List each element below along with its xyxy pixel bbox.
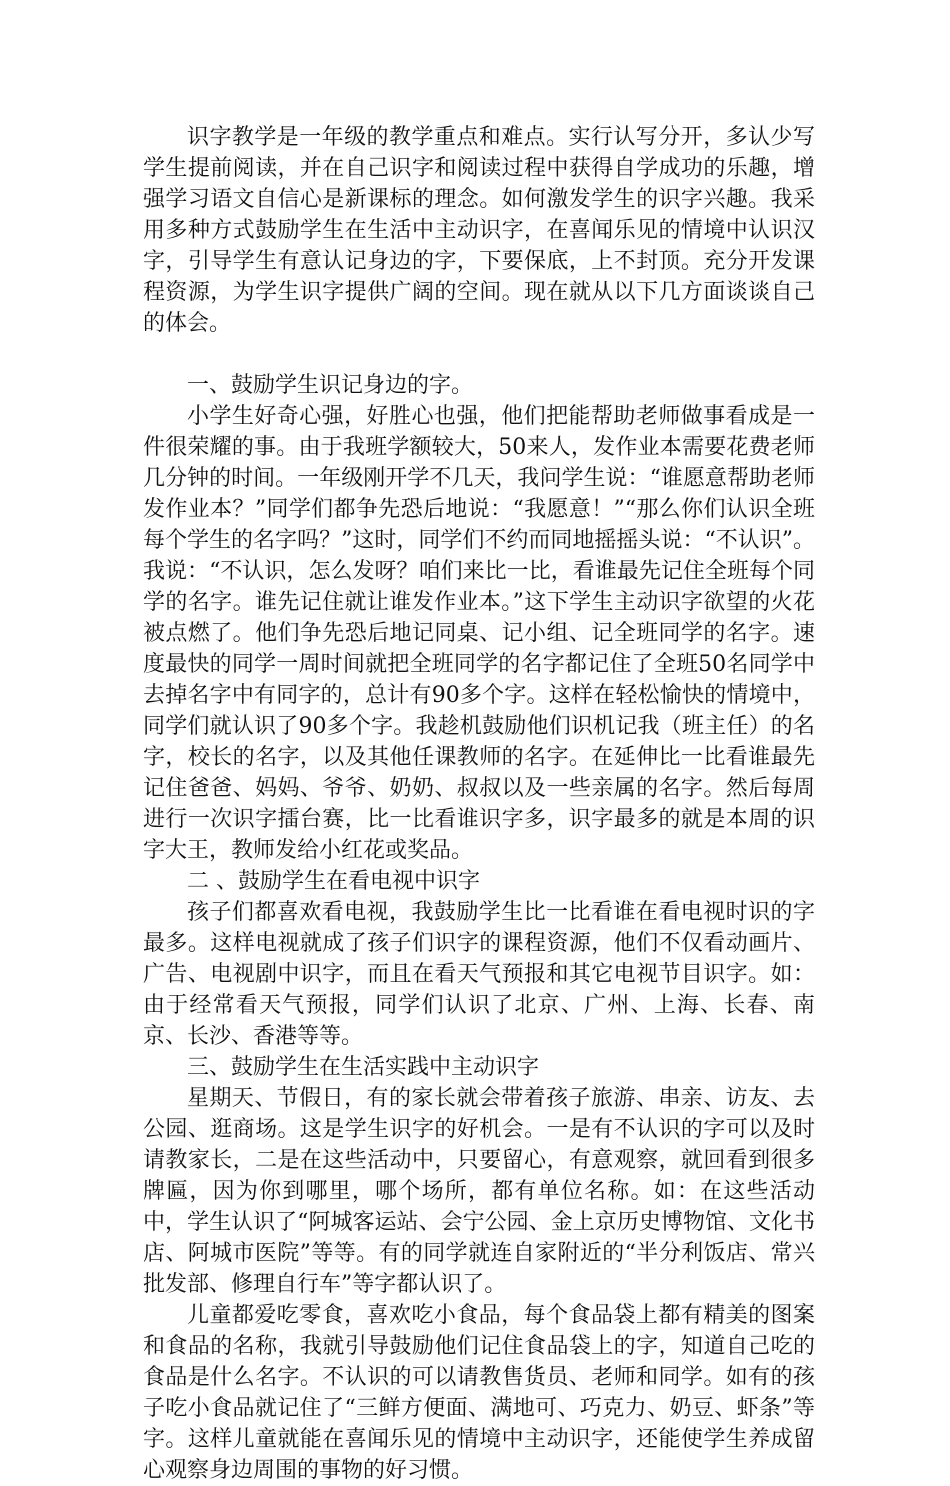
section-3-paragraph-2: 儿童都爱吃零食，喜欢吃小食品，每个食品袋上都有精美的图案和食品的名称，我就引导鼓励他们记住食品袋上的字，知道自己吃的食品是什么名字。不认识的可以请教售货员、老师和同学。如有的孩子吃小食品就记住了“三鲜方便面、满地可、巧克力、奶豆、虾条”等字。这样儿童就能在喜闻乐见的情境中主动识字，还能使学生养成留心观察身边周围的事物的好习惯。 — [143, 1303, 815, 1483]
paragraph-spacer — [143, 339, 815, 370]
document-body — [143, 122, 815, 1486]
section-1-heading: 一、鼓励学生识记身边的字。 — [187, 373, 474, 398]
section-2-heading: 二 、鼓励学生在看电视中识字 — [187, 869, 480, 894]
section-3-paragraph-1: 星期天、节假日，有的家长就会带着孩子旅游、串亲、访友、去公园、逛商场。这是学生识字的好机会。一是有不认识的字可以及时请教家长，二是在这些活动中，只要留心，有意观察，就回看到很多牌匾，因为你到哪里，哪个场所，都有单位名称。如：在这些活动中，学生认识了“阿城客运站、会宁公园、金上京历史博物馆、文化书店、阿城市医院”等等。有的同学就连自家附近的“半分利饭店、常兴批发部、修理自行车”等字都认识了。 — [143, 1086, 815, 1297]
section-3-heading: 三、鼓励学生在生活实践中主动识字 — [187, 1055, 540, 1080]
section-2-paragraph: 孩子们都喜欢看电视，我鼓励学生比一比看谁在看电视时识的字最多。这样电视就成了孩子们识字的课程资源，他们不仅看动画片、广告、电视剧中识字，而且在看天气预报和其它电视节目识字。如：由于经常看天气预报，同学们认识了北京、广州、上海、长春、南京、长沙、香港等等。 — [143, 900, 815, 1049]
section-1-paragraph: 小学生好奇心强，好胜心也强，他们把能帮助老师做事看成是一件很荣耀的事。由于我班学额较大，50来人，发作业本需要花费老师几分钟的时间。一年级刚开学不几天，我问学生说：“谁愿意帮助老师发作业本？”同学们都争先恐后地说：“我愿意！”“那么你们认识全班每个学生的名字吗？”这时，同学们不约而同地摇摇头说：“不认识”。我说：“不认识，怎么发呀？咱们来比一比，看谁最先记住全班每个同学的名字。谁先记住就让谁发作业本。”这下学生主动识字欲望的火花被点燃了。他们争先恐后地记同桌、记小组、记全班同学的名字。速度最快的同学一周时间就把全班同学的名字都记住了全班50名同学中去掉名字中有同字的，总计有90多个字。这样在轻松愉快的情境中，同学们就认识了90多个字。我趁机鼓励他们识机记我（班主任）的名字，校长的名字，以及其他任课教师的名字。在延伸比一比看谁最先记住爸爸、妈妈、爷爷、奶奶、叔叔以及一些亲属的名字。然后每周进行一次识字擂台赛，比一比看谁识字多，识字最多的就是本周的识字大王，教师发给小红花或奖品。 — [143, 404, 815, 863]
intro-paragraph: 识字教学是一年级的教学重点和难点。实行认写分开，多认少写学生提前阅读，并在自己识字和阅读过程中获得自学成功的乐趣，增强学习语文自信心是新课标的理念。如何激发学生的识字兴趣。我采用多种方式鼓励学生在生活中主动识字，在喜闻乐见的情境中认识汉字，引导学生有意认记身边的字，下要保底，上不封顶。充分开发课程资源，为学生识字提供广阔的空间。现在就从以下几方面谈谈自己的体会。 — [143, 125, 815, 336]
